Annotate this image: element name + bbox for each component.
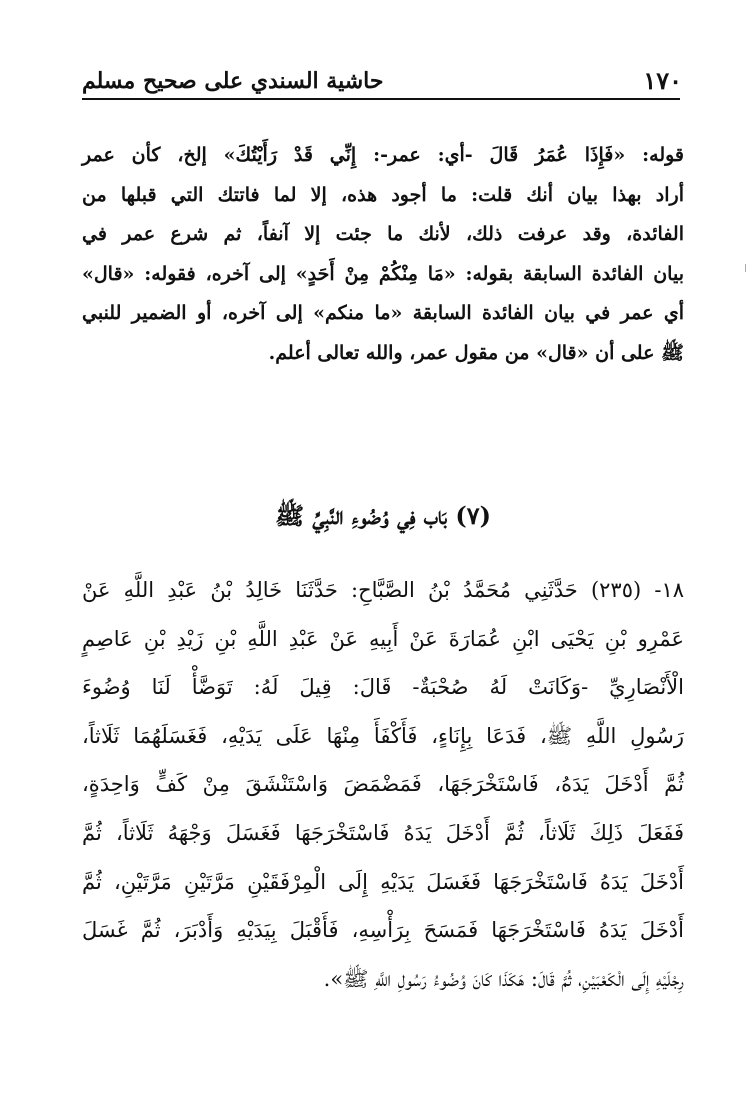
hadith-line: أَدْخَلَ يَدَهُ فَاسْتَخْرَجَهَا فَغَسَلَ يَدَيْهِ إِلَى الْمِرْفَقَيْنِ مَرَّتَيْنِ مَرَّتَيْنِ، ثُمَّ (82, 869, 684, 894)
scan-edge-mark (745, 264, 749, 272)
page-header (82, 58, 682, 96)
hadith-line: ١٨- (٢٣٥) حَدَّثَنِي مُحَمَّدُ بْنُ الصَّبَّاحِ: حَدَّثَنَا خَالِدُ بْنُ عَبْدِ اللَّهِ عَنْ (82, 578, 684, 602)
commentary-paragraph (82, 136, 684, 373)
commentary-line: أي عمر في بيان الفائدة السابقة «ما منكم» إلى آخره، أو الضمير للنبي (82, 302, 684, 324)
page-number: ١٧٠ (643, 66, 682, 95)
hadith-text (82, 566, 684, 1003)
commentary-line: بيان الفائدة السابقة بقوله: «مَا مِنْكُمْ مِنْ أَحَدٍ» إلى آخره، فقوله: «قال» (82, 262, 684, 285)
hadith-line: ثُمَّ أَدْخَلَ يَدَهُ، فَاسْتَخْرَجَهَا، فَمَضْمَضَ وَاسْتَنْشَقَ مِنْ كَفٍّ وَاحِدَةٍ، (82, 772, 684, 797)
hadith-line: رِجْلَيْهِ إِلَى الْكَعْبَيْنِ، ثُمَّ قَالَ: هَكَذَا كَانَ وُضُوءُ رَسُولِ اللَّهِ ﷺ». (323, 966, 684, 991)
hadith-line: فَفَعَلَ ذَلِكَ ثَلَاثاً، ثُمَّ أَدْخَلَ يَدَهُ فَاسْتَخْرَجَهَا فَغَسَلَ وَجْهَهُ ثَلَاثاً، ثُمَّ (82, 820, 684, 845)
commentary-line: ﷺ على أن «قال» من مقول عمر، والله تعالى أعلم. (268, 341, 684, 364)
chapter-heading: (٧) بَاب فِي وُضُوءِ النَّبِيِّ ﷺ (275, 501, 491, 530)
running-title: حاشية السندي على صحيح مسلم (82, 68, 384, 94)
hadith-line: أَدْخَلَ يَدَهُ فَاسْتَخْرَجَهَا فَمَسَحَ بِرَأْسِهِ، فَأَقْبَلَ بِيَدَيْهِ وَأَدْبَرَ، ثُمَّ غَسَلَ (82, 918, 684, 943)
hadith-line: الْأَنْصَارِيِّ -وَكَانَتْ لَهُ صُحْبَةٌ- قَالَ: قِيلَ لَهُ: تَوَضَّأْ لَنَا وُضُوءَ (82, 675, 684, 700)
commentary-line: الفائدة، وقد عرفت ذلك، لأنك ما جئت إلا آنفاً، ثم شرع عمر في (82, 223, 684, 245)
header-rule (82, 98, 680, 100)
commentary-line: أراد بهذا بيان أنك قلت: ما أجود هذه، إلا لما فاتتك التي قبلها من (82, 183, 684, 206)
hadith-line: عَمْرِو بْنِ يَحْيَى ابْنِ عُمَارَةَ عَنْ أَبِيهِ عَنْ عَبْدِ اللَّهِ بْنِ زَيْدِ بْنِ عَاصِمٍ (82, 626, 684, 651)
commentary-line: قوله: «فَإِذَا عُمَرُ قَالَ -أي: عمر-: إِنِّي قَدْ رَأَيْتُكَ» إلخ، كأن عمر (82, 144, 684, 166)
hadith-line: رَسُولِ اللَّهِ ﷺ، فَدَعَا بِإِنَاءٍ، فَأَكْفَأَ مِنْهَا عَلَى يَدَيْهِ، فَغَسَلَهُمَا ثَلَاثاً، (82, 723, 684, 748)
